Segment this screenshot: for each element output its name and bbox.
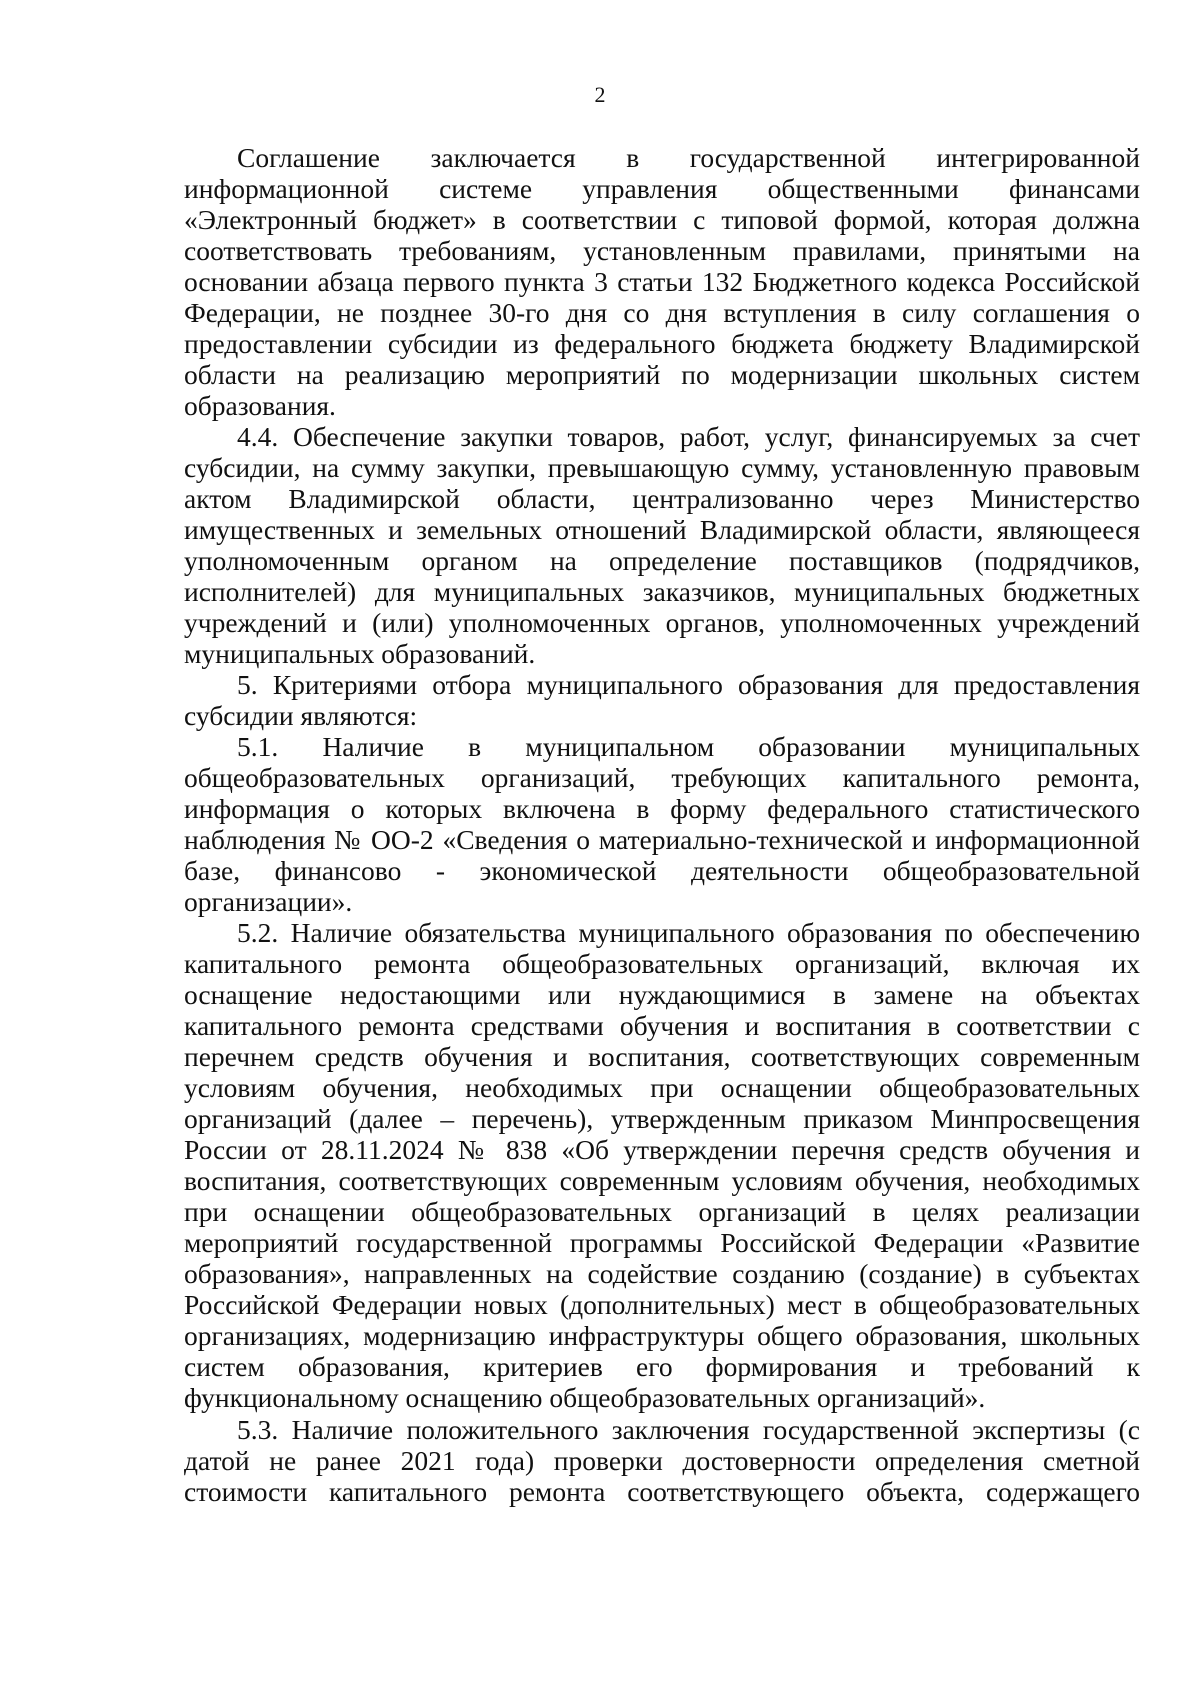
text-line: капитального ремонта средствами обучения и воспитания в соответствии с <box>184 1011 1140 1041</box>
text-line: имущественных и земельных отношений Владимирской области, являющееся <box>184 515 1140 545</box>
text-line: образования», направленных на содействие созданию (создание) в субъектах <box>184 1259 1140 1289</box>
text-line: учреждений и (или) уполномоченных органов, уполномоченных учреждений <box>184 608 1140 638</box>
text-line: Федерации, не позднее 30-го дня со дня вступления в силу соглашения о <box>184 298 1140 328</box>
text-line: базе, финансово - экономической деятельности общеобразовательной <box>184 856 1140 886</box>
text-line: стоимости капитального ремонта соответствующего объекта, содержащего <box>184 1477 1140 1507</box>
text-line: капитального ремонта общеобразовательных организаций, включая их <box>184 949 1140 979</box>
text-line: при оснащении общеобразовательных организаций в целях реализации <box>184 1197 1140 1227</box>
text-line: организациях, модернизацию инфраструктуры общего образования, школьных <box>184 1321 1140 1351</box>
text-line: перечнем средств обучения и воспитания, соответствующих современным <box>184 1042 1140 1072</box>
page-number: 2 <box>594 82 606 107</box>
text-line: 5.3. Наличие положительного заключения государственной экспертизы (с <box>237 1415 1140 1445</box>
text-line: образования. <box>184 391 336 421</box>
text-line: России от 28.11.2024 № 838 «Об утверждении перечня средств обучения и <box>184 1135 1140 1165</box>
text-line: наблюдения № ОО-2 «Сведения о материально-технической и информационной <box>184 825 1140 855</box>
text-line: 5.1. Наличие в муниципальном образовании муниципальных <box>237 732 1140 762</box>
text-line: воспитания, соответствующих современным условиям обучения, необходимых <box>184 1166 1140 1196</box>
text-line: организаций (далее – перечень), утвержденным приказом Минпросвещения <box>184 1104 1140 1134</box>
text-line: уполномоченным органом на определение поставщиков (подрядчиков, <box>184 546 1140 576</box>
text-line: Соглашение заключается в государственной интегрированной <box>237 143 1140 173</box>
text-line: 5.2. Наличие обязательства муниципального образования по обеспечению <box>237 918 1140 948</box>
text-line: организации». <box>184 887 353 917</box>
text-line: предоставлении субсидии из федерального бюджета бюджету Владимирской <box>184 329 1140 359</box>
text-line: Российской Федерации новых (дополнительных) мест в общеобразовательных <box>184 1290 1140 1320</box>
text-line: «Электронный бюджет» в соответствии с типовой формой, которая должна <box>184 205 1140 235</box>
text-line: актом Владимирской области, централизованно через Министерство <box>184 484 1140 514</box>
text-line: мероприятий государственной программы Российской Федерации «Развитие <box>184 1228 1140 1258</box>
text-line: области на реализацию мероприятий по модернизации школьных систем <box>184 360 1140 390</box>
text-line: информация о которых включена в форму федерального статистического <box>184 794 1140 824</box>
text-line: датой не ранее 2021 года) проверки достоверности определения сметной <box>184 1446 1140 1476</box>
text-line: муниципальных образований. <box>184 639 536 669</box>
text-line: субсидии являются: <box>184 701 418 731</box>
text-line: 5. Критериями отбора муниципального образования для предоставления <box>237 670 1140 700</box>
text-line: общеобразовательных организаций, требующих капитального ремонта, <box>184 763 1140 793</box>
text-line: субсидии, на сумму закупки, превышающую сумму, установленную правовым <box>184 453 1140 483</box>
text-line: основании абзаца первого пункта 3 статьи 132 Бюджетного кодекса Российской <box>184 267 1140 297</box>
text-line: оснащение недостающими или нуждающимися в замене на объектах <box>184 980 1140 1010</box>
text-line: информационной системе управления общественными финансами <box>184 174 1140 204</box>
text-line: функциональному оснащению общеобразовательных организаций». <box>184 1383 986 1413</box>
text-line: 4.4. Обеспечение закупки товаров, работ, услуг, финансируемых за счет <box>237 422 1140 452</box>
text-line: систем образования, критериев его формирования и требований к <box>184 1352 1140 1382</box>
text-line: исполнителей) для муниципальных заказчиков, муниципальных бюджетных <box>184 577 1140 607</box>
text-line: условиям обучения, необходимых при оснащении общеобразовательных <box>184 1073 1140 1103</box>
text-line: соответствовать требованиям, установленным правилами, принятыми на <box>184 236 1140 266</box>
